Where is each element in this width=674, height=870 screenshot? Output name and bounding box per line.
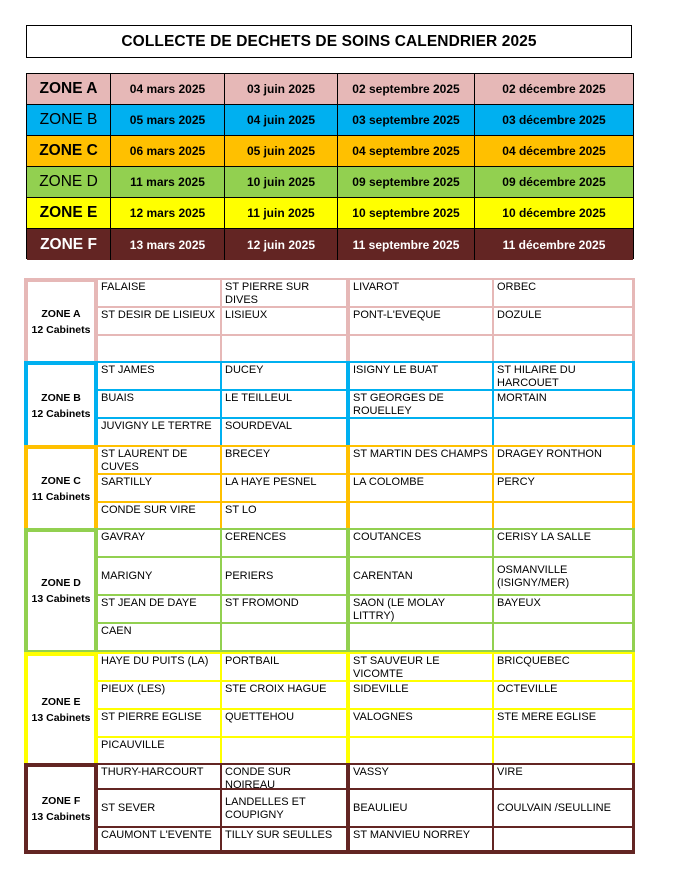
calendar-date: 11 septembre 2025 — [338, 229, 475, 260]
cabinet-cell — [494, 447, 632, 473]
cabinet-name: CONDE SUR VIRE — [101, 504, 196, 516]
cabinet-name: ST GEORGES DE ROUELLEY — [353, 392, 444, 417]
cabinet-name: FALAISE — [101, 281, 146, 293]
cabinet-name: BUAIS — [101, 392, 135, 404]
zone-cabinet-count: 12 Cabinets — [31, 323, 91, 336]
cabinet-name: STE MERE EGLISE — [497, 711, 597, 723]
calendar-row-zone-e — [27, 198, 633, 229]
cabinet-name: COUTANCES — [353, 531, 422, 543]
zone-cabinet-count: 13 Cabinets — [31, 810, 91, 823]
cabinet-name: CARENTAN — [353, 570, 413, 582]
cabinet-name: ST FROMOND — [225, 597, 299, 609]
zone-table-b — [24, 361, 635, 450]
cabinet-name: DRAGEY RONTHON — [497, 448, 602, 460]
cabinet-name: BRECEY — [225, 448, 271, 460]
calendar-zone-label: ZONE B — [27, 105, 111, 136]
cabinet-cell — [222, 391, 346, 417]
cabinet-cell — [222, 790, 346, 826]
cabinet-cell — [222, 828, 346, 850]
cabinet-cell — [222, 558, 346, 594]
cabinet-cell — [98, 790, 220, 826]
cabinet-cell — [222, 596, 346, 622]
empty-cell — [494, 738, 632, 764]
cabinet-name: CERENCES — [225, 531, 287, 543]
empty-cell — [494, 503, 632, 528]
cabinet-cell — [350, 790, 492, 826]
cabinet-name: ST MARTIN DES CHAMPS — [353, 448, 488, 460]
cabinet-name: DOZULE — [497, 309, 542, 321]
cabinet-cell — [350, 710, 492, 736]
cabinet-name: COULVAIN /SEULLINE — [497, 802, 611, 814]
cabinet-cell — [494, 790, 632, 826]
cabinet-cell — [350, 475, 492, 501]
cabinet-name: ST SAUVEUR LE VICOMTE — [353, 655, 440, 680]
cabinet-name: PICAUVILLE — [101, 739, 165, 751]
cabinet-cell — [222, 475, 346, 501]
cabinet-name: CAUMONT L'EVENTE — [101, 829, 212, 841]
zone-table-d — [24, 528, 635, 654]
cabinet-name: MORTAIN — [497, 392, 547, 404]
cabinet-name: SAON (LE MOLAY LITTRY) — [353, 597, 445, 622]
zone-table-c — [24, 445, 635, 532]
cabinet-cell — [494, 596, 632, 622]
cabinet-cell — [98, 624, 220, 650]
cabinet-name: MARIGNY — [101, 570, 153, 582]
cabinet-name: PIEUX (LES) — [101, 683, 166, 695]
cabinet-cell — [222, 530, 346, 556]
cabinet-cell — [98, 710, 220, 736]
zone-cabinet-count: 13 Cabinets — [31, 712, 91, 724]
cabinet-name: ORBEC — [497, 281, 537, 293]
cabinet-name: LE TEILLEUL — [225, 392, 293, 404]
calendar-row-zone-d — [27, 167, 633, 198]
cabinet-cell — [98, 363, 220, 389]
cabinet-name: LIVAROT — [353, 281, 400, 293]
calendar-zone-label: ZONE D — [27, 167, 111, 198]
cabinet-cell — [98, 447, 220, 473]
cabinet-name: QUETTEHOU — [225, 711, 295, 723]
cabinet-cell — [350, 308, 492, 334]
cabinet-name: LA COLOMBE — [353, 476, 424, 488]
empty-cell — [350, 503, 492, 528]
cabinet-cell — [494, 530, 632, 556]
zone-label — [28, 656, 94, 764]
cabinet-name: PORTBAIL — [225, 655, 280, 667]
cabinet-name: OCTEVILLE — [497, 683, 558, 695]
cabinet-cell — [350, 682, 492, 708]
cabinet-cell — [222, 765, 346, 788]
calendar-row-zone-c — [27, 136, 633, 167]
calendar-date: 12 juin 2025 — [225, 229, 338, 260]
calendar-zone-label: ZONE C — [27, 136, 111, 167]
cabinet-cell — [494, 682, 632, 708]
cabinet-name: SARTILLY — [101, 476, 152, 488]
zone-label — [28, 532, 94, 650]
cabinet-cell — [98, 391, 220, 417]
cabinet-cell — [222, 682, 346, 708]
empty-cell — [350, 336, 492, 361]
cabinet-cell — [222, 447, 346, 473]
cabinet-cell — [350, 530, 492, 556]
calendar-zone-label: ZONE E — [27, 198, 111, 229]
zone-name: ZONE C — [41, 474, 81, 487]
calendar-date: 02 septembre 2025 — [338, 74, 475, 105]
calendar-date: 09 septembre 2025 — [338, 167, 475, 198]
empty-cell — [494, 624, 632, 650]
calendar-date: 11 décembre 2025 — [475, 229, 633, 260]
cabinet-name: STE CROIX HAGUE — [225, 683, 327, 695]
cabinet-name: ST MANVIEU NORREY — [353, 829, 471, 841]
calendar-date: 09 décembre 2025 — [475, 167, 633, 198]
cabinet-name: PONT-L'EVEQUE — [353, 309, 441, 321]
cabinet-cell — [222, 503, 346, 528]
cabinet-name: JUVIGNY LE TERTRE — [101, 420, 212, 432]
cabinet-cell — [350, 447, 492, 473]
cabinet-name: LA HAYE PESNEL — [225, 476, 317, 488]
calendar-date: 03 septembre 2025 — [338, 105, 475, 136]
cabinet-cell — [222, 363, 346, 389]
cabinet-name: LISIEUX — [225, 309, 268, 321]
empty-cell — [350, 624, 492, 650]
cabinet-name: ST LAURENT DE CUVES — [101, 448, 188, 473]
zone-table-f — [24, 763, 635, 854]
cabinet-cell — [494, 654, 632, 680]
cabinet-name: CERISY LA SALLE — [497, 531, 591, 543]
calendar-date: 10 septembre 2025 — [338, 198, 475, 229]
zone-name: ZONE E — [41, 696, 81, 708]
cabinet-name: CONDE SUR NOIREAU — [225, 766, 292, 788]
cabinet-name: GAVRAY — [101, 531, 146, 543]
cabinet-name: HAYE DU PUITS (LA) — [101, 655, 209, 667]
cabinet-name: ST PIERRE SUR DIVES — [225, 281, 310, 306]
cabinet-cell — [494, 558, 632, 594]
cabinet-name: ST HILAIRE DU HARCOUET — [497, 364, 576, 389]
document-title: COLLECTE DE DECHETS DE SOINS CALENDRIER 2025 — [26, 25, 632, 58]
calendar-zone-label: ZONE A — [27, 74, 111, 105]
cabinet-cell — [350, 654, 492, 680]
cabinet-cell — [98, 682, 220, 708]
cabinet-cell — [98, 765, 220, 788]
cabinet-cell — [222, 654, 346, 680]
empty-cell — [222, 336, 346, 361]
calendar-date: 05 mars 2025 — [111, 105, 225, 136]
cabinet-name: BEAULIEU — [353, 802, 408, 814]
zone-name: ZONE D — [41, 577, 81, 589]
cabinet-name: ST DESIR DE LISIEUX — [101, 309, 216, 321]
empty-cell — [494, 419, 632, 446]
calendar-date: 03 décembre 2025 — [475, 105, 633, 136]
calendar-row-zone-f — [27, 229, 633, 260]
cabinet-name: SOURDEVAL — [225, 420, 293, 432]
cabinet-name: PERIERS — [225, 570, 274, 582]
cabinet-name: VALOGNES — [353, 711, 413, 723]
cabinet-cell — [98, 308, 220, 334]
calendar-date: 10 juin 2025 — [225, 167, 338, 198]
cabinet-cell — [350, 765, 492, 788]
cabinet-name: PERCY — [497, 476, 535, 488]
cabinet-cell — [222, 419, 346, 446]
zone-label — [28, 282, 94, 361]
empty-cell — [222, 624, 346, 650]
zone-table-a — [24, 278, 635, 365]
calendar-date: 06 mars 2025 — [111, 136, 225, 167]
zone-label — [28, 767, 94, 850]
cabinet-name: SIDEVILLE — [353, 683, 409, 695]
cabinet-name: ST PIERRE EGLISE — [101, 711, 202, 723]
cabinet-name: ST LO — [225, 504, 257, 516]
cabinet-name: VASSY — [353, 766, 389, 778]
cabinet-cell — [494, 308, 632, 334]
cabinet-name: CAEN — [101, 625, 132, 637]
collection-calendar — [26, 73, 634, 259]
cabinet-cell — [350, 828, 492, 850]
cabinet-cell — [98, 828, 220, 850]
cabinet-cell — [98, 738, 220, 764]
cabinet-name: TILLY SUR SEULLES — [225, 829, 333, 841]
cabinet-cell — [98, 654, 220, 680]
cabinet-name: ST JAMES — [101, 364, 155, 376]
cabinet-cell — [98, 419, 220, 446]
calendar-date: 05 juin 2025 — [225, 136, 338, 167]
empty-cell — [350, 738, 492, 764]
calendar-date: 04 décembre 2025 — [475, 136, 633, 167]
cabinet-cell — [222, 710, 346, 736]
cabinet-cell — [98, 558, 220, 594]
cabinet-name: LANDELLES ET COUPIGNY — [225, 795, 306, 821]
calendar-date: 03 juin 2025 — [225, 74, 338, 105]
empty-cell — [494, 336, 632, 361]
zone-cabinet-count: 11 Cabinets — [31, 490, 91, 503]
cabinet-cell — [350, 558, 492, 594]
calendar-date: 11 mars 2025 — [111, 167, 225, 198]
calendar-date: 12 mars 2025 — [111, 198, 225, 229]
cabinet-name: BAYEUX — [497, 597, 541, 609]
cabinet-name: DUCEY — [225, 364, 264, 376]
zone-name: ZONE A — [41, 307, 81, 320]
cabinet-cell — [98, 475, 220, 501]
cabinet-cell — [350, 596, 492, 622]
cabinet-cell — [350, 391, 492, 417]
cabinet-cell — [494, 280, 632, 306]
calendar-date: 04 septembre 2025 — [338, 136, 475, 167]
calendar-date: 02 décembre 2025 — [475, 74, 633, 105]
zone-cabinet-count: 13 Cabinets — [31, 593, 91, 605]
calendar-row-zone-b — [27, 105, 633, 136]
zone-name: ZONE F — [41, 794, 81, 807]
calendar-date: 04 mars 2025 — [111, 74, 225, 105]
zone-name: ZONE B — [41, 391, 81, 404]
empty-cell — [98, 336, 220, 361]
zone-label — [28, 449, 94, 528]
cabinet-name: VIRE — [497, 766, 523, 778]
cabinet-cell — [98, 530, 220, 556]
cabinet-cell — [98, 596, 220, 622]
calendar-date: 04 juin 2025 — [225, 105, 338, 136]
empty-cell — [222, 738, 346, 764]
cabinet-cell — [222, 280, 346, 306]
cabinet-cell — [494, 475, 632, 501]
cabinet-cell — [494, 710, 632, 736]
cabinet-cell — [350, 280, 492, 306]
empty-cell — [350, 419, 492, 446]
cabinet-cell — [98, 503, 220, 528]
cabinet-cell — [494, 765, 632, 788]
cabinet-cell — [494, 391, 632, 417]
calendar-row-zone-a — [27, 74, 633, 105]
cabinet-name: OSMANVILLE (ISIGNY/MER) — [497, 563, 570, 589]
cabinet-cell — [350, 363, 492, 389]
cabinet-name: ISIGNY LE BUAT — [353, 364, 439, 376]
zone-label — [28, 365, 94, 446]
cabinet-name: ST SEVER — [101, 802, 156, 814]
empty-cell — [494, 828, 632, 850]
cabinet-cell — [494, 363, 632, 389]
cabinet-cell — [98, 280, 220, 306]
zone-table-e — [24, 652, 635, 768]
cabinet-name: BRICQUEBEC — [497, 655, 570, 667]
cabinet-cell — [222, 308, 346, 334]
calendar-zone-label: ZONE F — [27, 229, 111, 260]
zone-cabinet-count: 12 Cabinets — [31, 407, 91, 420]
cabinet-name: ST JEAN DE DAYE — [101, 597, 197, 609]
calendar-date: 11 juin 2025 — [225, 198, 338, 229]
cabinet-name: THURY-HARCOURT — [101, 766, 204, 778]
calendar-date: 13 mars 2025 — [111, 229, 225, 260]
calendar-date: 10 décembre 2025 — [475, 198, 633, 229]
